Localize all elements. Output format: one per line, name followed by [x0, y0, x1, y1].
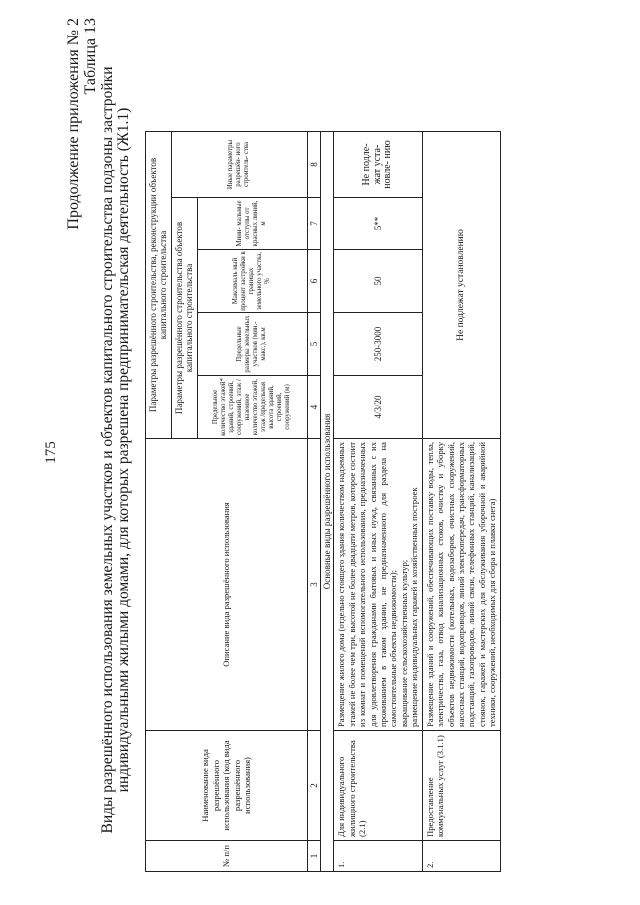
- table-row: [334, 132, 422, 872]
- description-paragraph: размещение индивидуальных гаражей и хозяйственных построек: [409, 487, 420, 727]
- row-num: 2.: [422, 841, 500, 872]
- column-number: 2: [307, 731, 320, 841]
- header-params-sub: Параметры разрешённого строительства объектов капитального строительства: [171, 198, 197, 439]
- header-other-params: Иные параметры разрешён- ного строитель- ства: [171, 132, 307, 198]
- column-number: 3: [307, 439, 320, 731]
- header-max-coverage: Максималь ный процент застройки в границах земельного участка, %: [197, 250, 307, 313]
- description-paragraph: Размещение жилого дома (отдельно стоящего здания количеством надземных этажей не более чем три, высотой не более двадцати метров, которое состоит из комнат и помещений вспомогательного использования, предназначенных для удовлетворения гражданами бытовых и иных нужд, связанных с их проживанием в таком здании, не предназначенного для раздела на самостоятельные объекты недвижимости);: [336, 442, 399, 727]
- row-merged-value: Не подлежат установлению: [422, 132, 500, 439]
- column-number: 6: [307, 250, 320, 313]
- table-row: [422, 132, 500, 872]
- column-number: 1: [307, 841, 320, 872]
- row-plot-size: 250-3000: [334, 313, 422, 376]
- row-max-coverage: 50: [334, 250, 422, 313]
- row-other-params: Не подле- жат уста- новле- нию: [334, 132, 422, 198]
- description-paragraph: выращивание сельскохозяйственных культур;: [398, 559, 409, 727]
- row-min-setback: 5**: [334, 198, 422, 250]
- column-number: 8: [307, 132, 320, 198]
- row-num: 1.: [334, 841, 422, 872]
- header-params-group: Параметры разрешённого строительства, реконструкции объектов капитального строительства: [146, 132, 172, 439]
- row-name: Для индивидуального жилищного строительства (2.1): [334, 731, 422, 841]
- header-floors: Предельное количество этажей* зданий, строений, сооружений, этаж / наземное количество этажей, этаж /предельная высота зданий, строений, сооружений (м): [197, 376, 307, 439]
- page-number: 175: [43, 441, 59, 464]
- header-name: Наименование вида разрешённого использования (код вида разрешённого использования): [146, 731, 308, 841]
- column-number: 7: [307, 198, 320, 250]
- row-description: [334, 439, 422, 731]
- row-name: Предоставление коммунальных услуг (3.1.1): [422, 731, 500, 841]
- row-description: [422, 439, 500, 731]
- zoning-table: [145, 131, 501, 872]
- column-number: 4: [307, 376, 320, 439]
- section-title: Основные виды разрешённого использования: [321, 132, 334, 872]
- appendix-continuation: Продолжение приложения № 2: [65, 18, 82, 230]
- table-number: Таблица 13: [82, 18, 99, 95]
- header-description: Описание вида разрешённого использования: [146, 439, 308, 731]
- header-plot-size: Предельные размеры земельных участков (мин.-макс.), кв.м: [197, 313, 307, 376]
- column-number: 5: [307, 313, 320, 376]
- table-title: Виды разрешённого использования земельных участков и объектов капитального строительства подзоны застройки индивидуальными жилыми домами, для которых разрешена предпринимательская деятельность (Ж1.1): [99, 66, 132, 834]
- header-min-setback: Мини- мальные отступы от красных линий, м: [197, 198, 307, 250]
- header-num: № п/п: [146, 841, 308, 872]
- description-paragraph: Размещение зданий и сооружений, обеспечивающих поставку воды, тепла, электричества, газа, отвод канализационных стоков, очистку и уборку объектов недвижимости (котельных, водозаборов, очистных сооружений, насосных станций, водопроводов, линий электропередач, трансформаторных подстанций, газопроводов, линий связи, телефонных станций, канализаций, стоянок, гаражей и мастерских для обслуживания уборочной и аварийной техники, сооружений, необходимых для сбора и плавки снега): [424, 442, 498, 727]
- row-floors: 4/3/20: [334, 376, 422, 439]
